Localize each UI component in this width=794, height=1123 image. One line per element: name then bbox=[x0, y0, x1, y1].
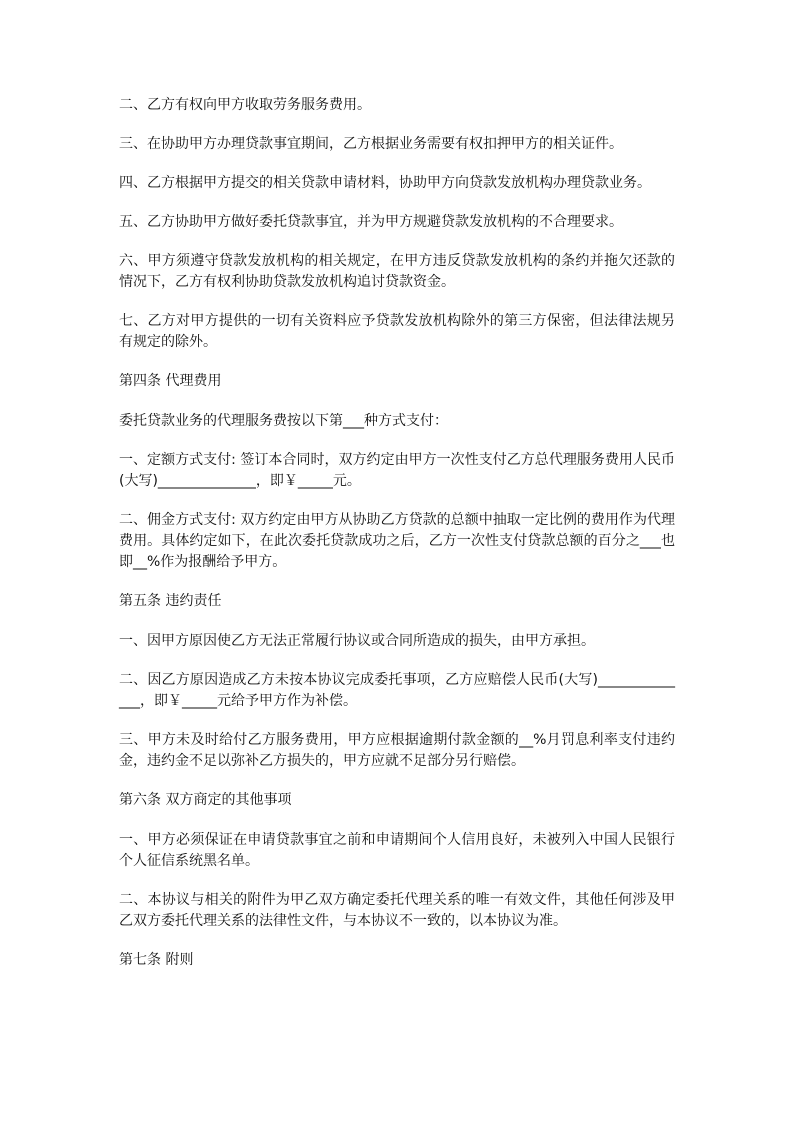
article-heading: 第五条 违约责任 bbox=[119, 593, 222, 609]
clause-paragraph: 一、定额方式支付: 签订本合同时，双方约定由甲方一次性支付乙方总代理服务费用人民币(大写)______________，即￥_____元。 bbox=[119, 452, 675, 489]
clause-paragraph: 三、在协助甲方办理贷款事宜期间，乙方根据业务需要有权扣押甲方的相关证件。 bbox=[119, 136, 623, 152]
clause-paragraph: 一、甲方必须保证在申请贷款事宜之前和申请期间个人信用良好，未被列入中国人民银行个人征信系统黑名单。 bbox=[119, 832, 675, 869]
document-body bbox=[119, 95, 675, 990]
clause-paragraph: 五、乙方协助甲方做好委托贷款事宜，并为甲方规避贷款发放机构的不合理要求。 bbox=[119, 214, 623, 230]
clause-paragraph: 四、乙方根据甲方提交的相关贷款申请材料，协助甲方向贷款发放机构办理贷款业务。 bbox=[119, 175, 651, 191]
clause-paragraph: 七、乙方对甲方提供的一切有关资料应予贷款发放机构除外的第三方保密，但法律法规另有规定的除外。 bbox=[119, 313, 675, 350]
clause-paragraph: 二、因乙方原因造成乙方未按本协议完成委托事项，乙方应赔偿人民币(大写)______________，即￥_____元给予甲方作为补偿。 bbox=[119, 672, 675, 709]
clause-paragraph: 二、乙方有权向甲方收取劳务服务费用。 bbox=[119, 97, 371, 113]
clause-paragraph: 三、甲方未及时给付乙方服务费用，甲方应根据逾期付款金额的__%月罚息利率支付违约金，违约金不足以弥补乙方损失的，甲方应就不足部分另行赔偿。 bbox=[119, 732, 675, 769]
clause-paragraph: 二、本协议与相关的附件为甲乙双方确定委托代理关系的唯一有效文件，其他任何涉及甲乙双方委托代理关系的法律性文件，与本协议不一致的，以本协议为准。 bbox=[119, 892, 675, 929]
clause-paragraph: 六、甲方须遵守贷款发放机构的相关规定，在甲方违反贷款发放机构的条约并拖欠还款的情况下，乙方有权利协助贷款发放机构追讨贷款资金。 bbox=[119, 253, 675, 290]
article-heading: 第七条 附则 bbox=[119, 952, 194, 968]
clause-paragraph: 二、佣金方式支付: 双方约定由甲方从协助乙方贷款的总额中抽取一定比例的费用作为代理费用。具体约定如下，在此次委托贷款成功之后，乙方一次性支付贷款总额的百分之___也即__%作为报酬给予甲方。 bbox=[119, 512, 675, 570]
article-heading: 第四条 代理费用 bbox=[119, 373, 222, 389]
article-heading: 第六条 双方商定的其他事项 bbox=[119, 792, 292, 808]
clause-paragraph: 委托贷款业务的代理服务费按以下第___种方式支付： bbox=[119, 413, 448, 429]
clause-paragraph: 一、因甲方原因使乙方无法正常履行协议或合同所造成的损失，由甲方承担。 bbox=[119, 633, 595, 649]
